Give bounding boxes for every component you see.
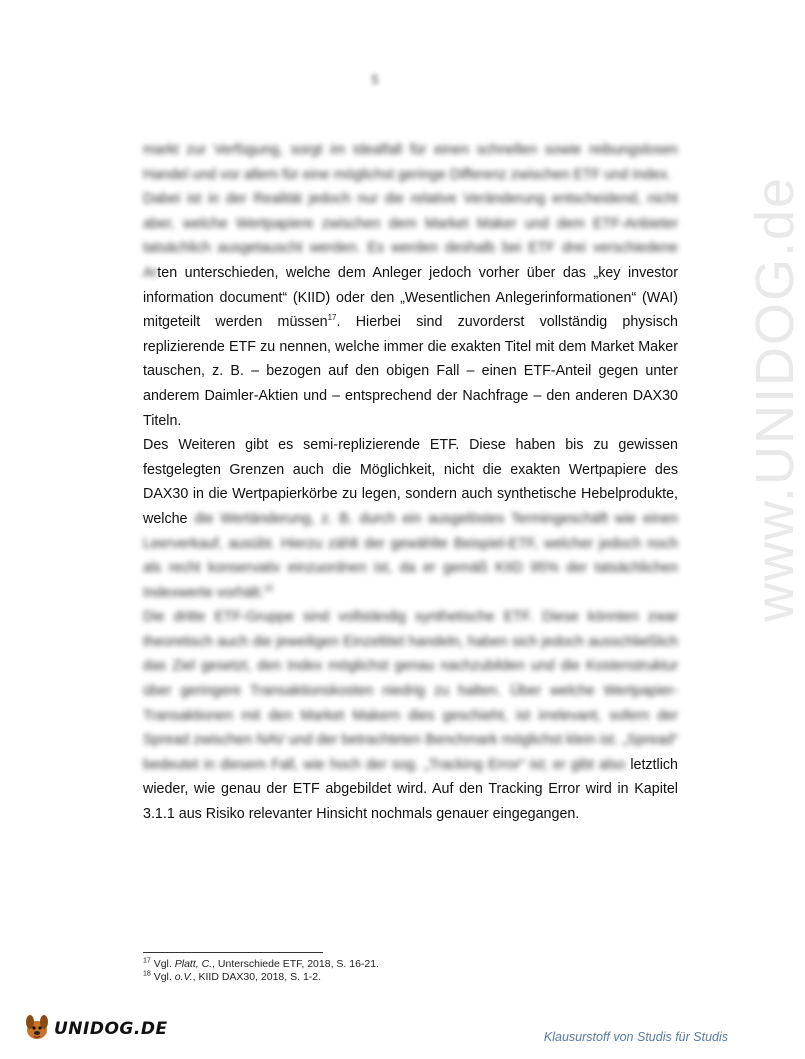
dog-mascot-icon [22, 1012, 52, 1047]
footnote-author: o.V. [174, 971, 193, 983]
paragraph [143, 187, 678, 433]
footnote-18 [143, 971, 678, 984]
blurred-text: Die dritte ETF-Gruppe sind vollständig synthetische ETF. Diese könnten zwar theoretisch auch die jeweiligen Einzeltitel handeln, haben sich jedoch ausschließlich das Ziel gesetzt, den Index möglichst genau nachzubilden und die Kostenstruktur über geringere Transaktionskosten niedrig zu halten. Über welche Wertpapier-Transaktionen mit den Market Makern dies geschieht, ist irrelevant, sofern der Spread zwischen NAV und der betrachteten Benchmark möglichst klein ist. „Spread“ bedeutet in diesem Fall, wie hoch der sog. „Tracking Error“ ist; er gibt also [143, 609, 678, 773]
footnote-number: 17 [143, 957, 151, 965]
slogan: Klausurstoff von Studis für Studis [543, 1030, 728, 1044]
page-number: 5 [371, 72, 379, 87]
footnote-rule [143, 952, 323, 953]
footnote-source: , Unterschiede ETF, 2018, S. 16-21. [212, 958, 380, 970]
footnote-ref[interactable]: 18 [263, 583, 273, 593]
visible-text: letztlich wieder, wie genau der ETF abgebildet wird. Auf den Tracking Error wird in Kapitel 3.1.1 aus Risiko relevanter Hinsicht nochmals genauer eingegangen. [143, 756, 678, 823]
blurred-text: markt zur Verfügung, sorgt im Idealfall für einen schnellen sowie reibungslosen Handel und vor allem für eine möglichst geringe Differenz zwischen ETF und Index. [143, 142, 678, 183]
footnote-prefix: Vgl. [150, 971, 175, 983]
footnote-prefix: Vgl. [150, 958, 175, 970]
paragraph [143, 605, 678, 826]
footnote-17 [143, 958, 678, 971]
body-text [143, 138, 678, 827]
footnotes [143, 958, 678, 984]
footnote-ref[interactable]: 17 [327, 313, 337, 323]
visible-text: Des Weiteren gibt es semi-replizierende ETF. Diese haben bis zu gewissen festgelegten Grenzen auch die Möglichkeit, nicht die exakten Wertpapiere des DAX30 in die Wertpapierkörbe zu legen, sondern auch synthetische Hebelprodukte, welche [143, 437, 678, 527]
paragraph [143, 138, 678, 187]
visible-text: . Hierbei sind zuvorderst vollständig physisch replizierende ETF zu nennen, welche immer die exakten Titel mit dem Market Maker tauschen, z. B. – bezogen auf den obigen Fall – einen ETF-Anteil gegen unter anderem Daimler-Aktien und – entsprechend der Nachfrage – den anderen DAX30 Titeln. [143, 314, 678, 429]
blurred-text: die Wertänderung, z. B. durch ein ausgelöstes Termingeschäft wie einen Leerverkauf, ausübt. Hierzu zählt der gewählte Beispiel-ETF, welcher jedoch noch als recht konservativ einzuordnen ist, da er gemäß KIID 95% der tatsächlichen Indexwerte vorhält. [143, 510, 678, 601]
blurred-text: Dabei ist in der Realität jedoch nur die relative Veränderung entscheidend, nicht aber, welche Wertpapiere zwischen dem Market Maker und dem ETF-Anbieter tatsächlich ausgetauscht werden. Es werden deshalb bei ETF drei verschiedene Ar [143, 191, 678, 281]
logo-text: UNIDOG.DE [54, 1019, 168, 1039]
footnote-author: Platt, C. [174, 958, 213, 970]
footnote-number: 18 [143, 970, 151, 978]
unidog-logo[interactable] [22, 1013, 168, 1045]
watermark: www.UNIDOG.de [745, 175, 805, 622]
footnote-source: , KIID DAX30, 2018, S. 1-2. [192, 971, 322, 983]
visible-text: ten unterschieden, welche dem Anleger jedoch vorher über das „key investor information document“ (KIID) oder den „Wesentlichen Anlegerinformationen“ (WAI) mitgeteilt werden müssen [143, 264, 678, 331]
paragraph [143, 433, 678, 605]
